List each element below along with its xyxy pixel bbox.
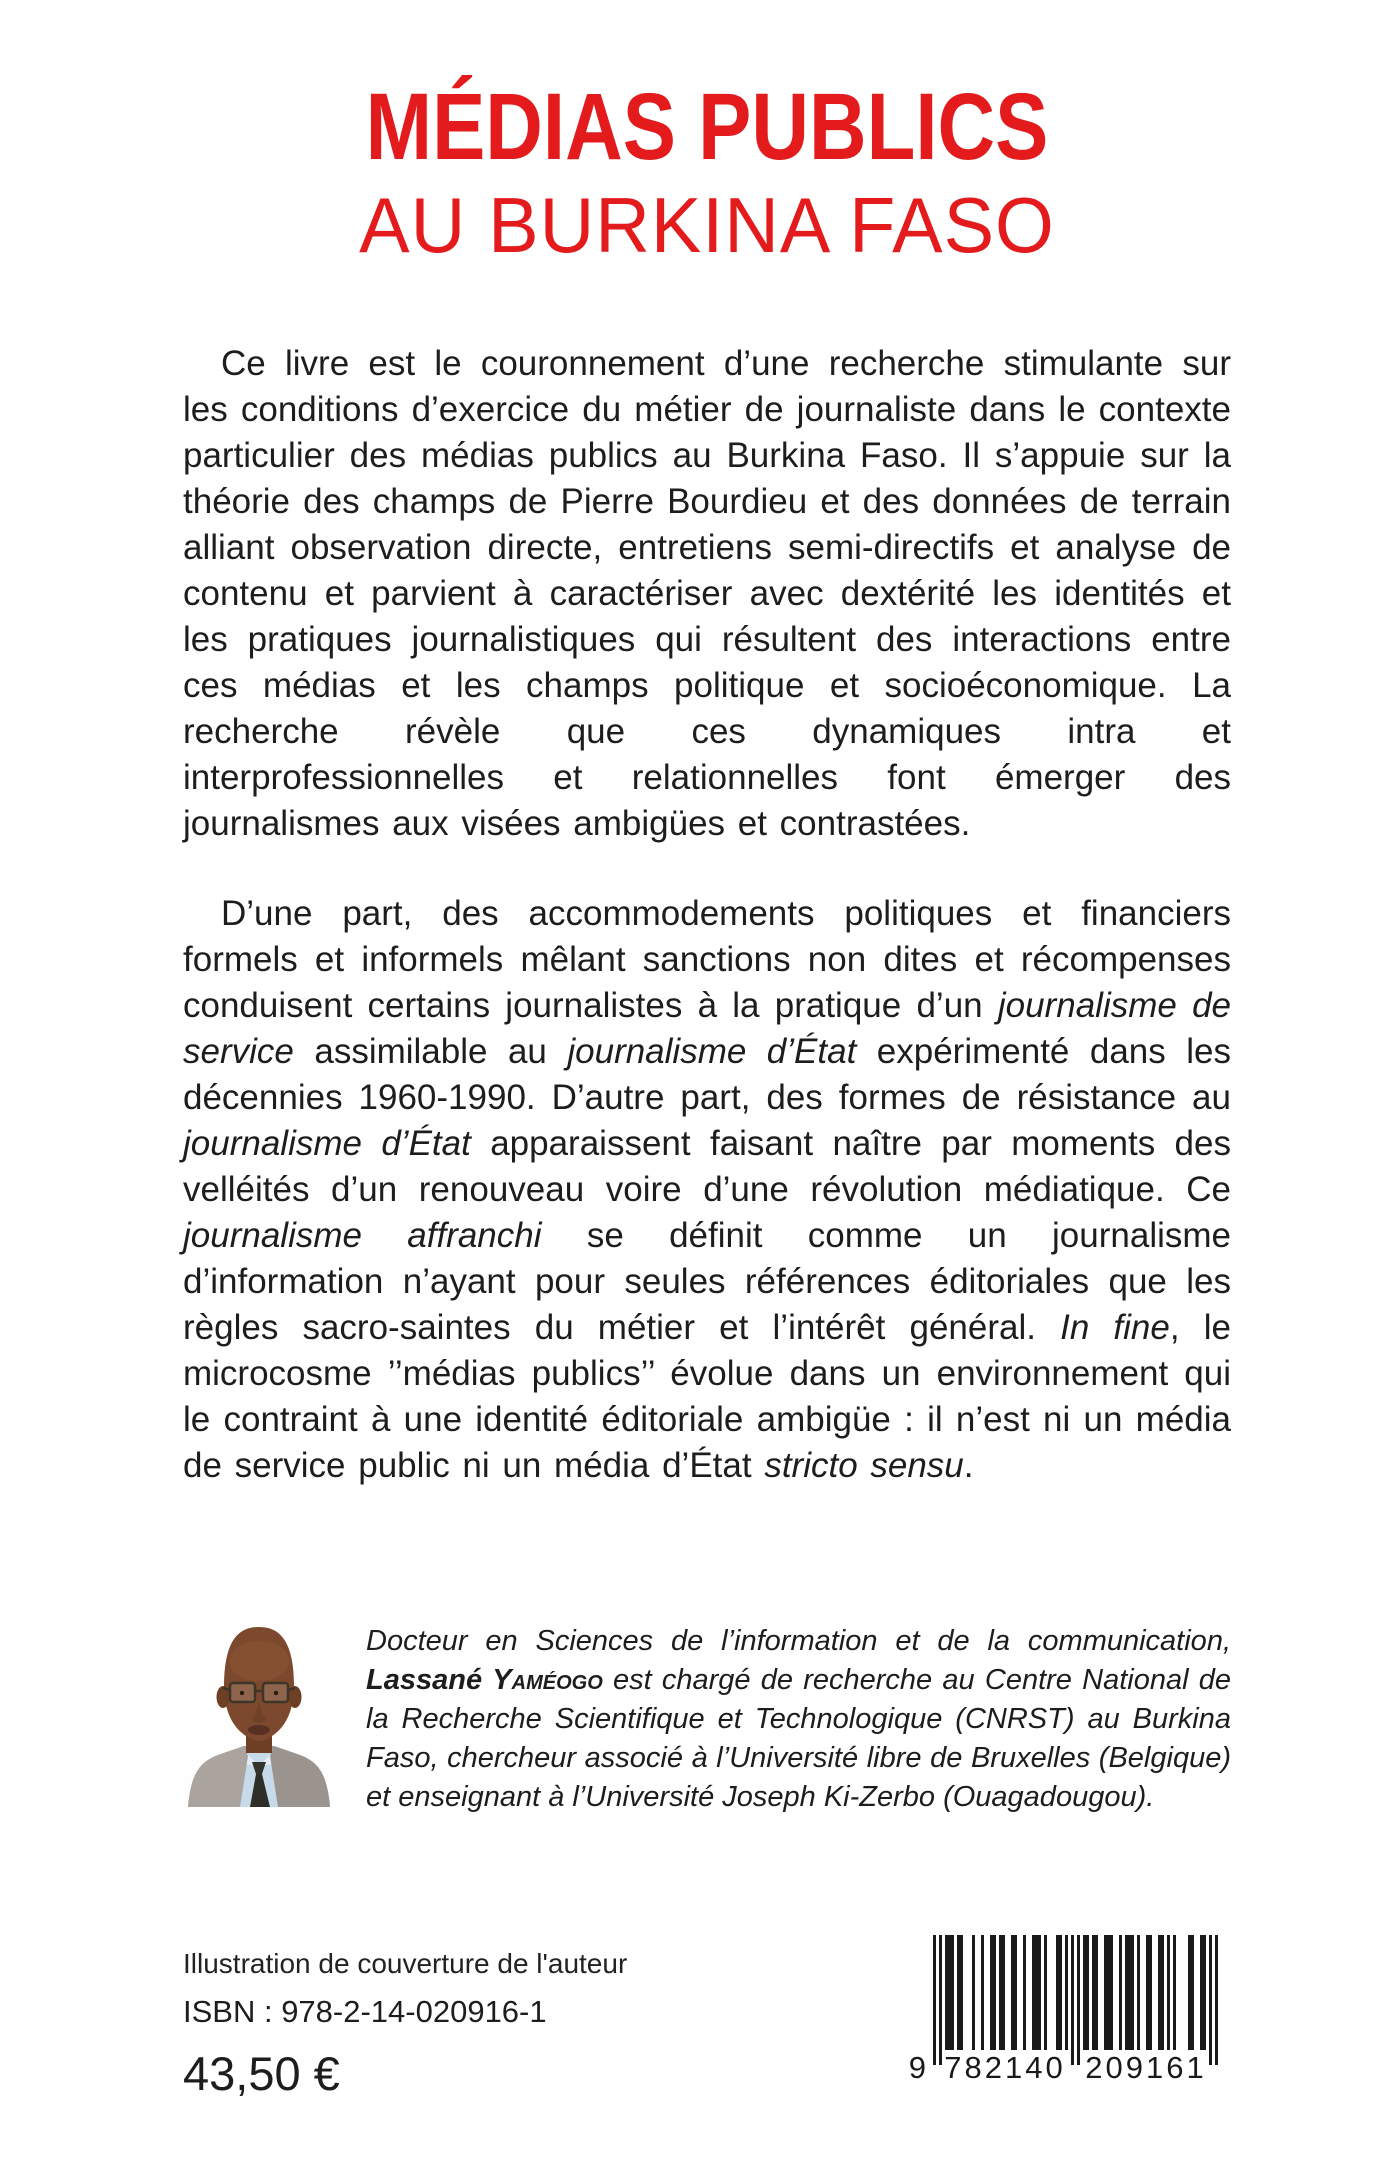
barcode-digit-first: 9 — [908, 2050, 929, 2083]
text-segment: assimilable au — [293, 1032, 568, 1071]
barcode-bar — [945, 1935, 954, 2050]
barcode-bar — [1158, 1935, 1164, 2050]
barcode-bar — [1188, 1935, 1194, 2050]
author-photo — [184, 1613, 334, 1807]
barcode-bar — [1173, 1935, 1176, 2050]
barcode-bar — [1011, 1935, 1017, 2050]
barcode-bar — [990, 1935, 996, 2050]
text-segment: D’une part, des accommodements politiques et financiers formels et informels mêlant sanctions non dites et récompenses conduisent certains journalistes à la pratique d’un — [183, 894, 1231, 1025]
barcode-bar — [1119, 1935, 1122, 2050]
barcode-bar — [1083, 1935, 1089, 2050]
synopsis-paragraph-2 — [183, 891, 1231, 1489]
barcode-bar — [1215, 1935, 1218, 2065]
barcode-bar — [1056, 1935, 1062, 2050]
author-last-name: Yaméogo — [492, 1664, 603, 1696]
barcode-bar — [933, 1935, 936, 2065]
barcode-bar — [1071, 1935, 1074, 2065]
forehead-highlight — [229, 1641, 289, 1681]
synopsis-paragraph-1: Ce livre est le couronnement d’une recherche stimulante sur les conditions d’exercice du métier de journaliste dans le contexte particulier des médias publics au Burkina Faso. Il s’appuie sur la théorie des champs de Pierre Bourdieu et des données de terrain alliant observation directe, entretiens semi-directifs et analyse de contenu et parvient à caractériser avec dextérité les identités et les pratiques journalistiques qui résultent des interactions entre ces médias et les champs politique et socioéconomique. La recherche révèle que ces dynamiques intra et interprofessionnelles et relationnelles font émerger des journalismes aux visées ambigües et contrastées. — [183, 344, 1231, 843]
cover-illustration-credit: Illustration de couverture de l'auteur — [183, 1948, 628, 1979]
eye-right — [274, 1691, 278, 1695]
barcode-bar — [1200, 1935, 1206, 2050]
price: 43,50 € — [183, 2047, 340, 2100]
eye-left — [240, 1691, 244, 1695]
barcode-bar — [972, 1935, 975, 2050]
barcode — [900, 1935, 1230, 2083]
italic-term-in-fine: In fine — [1060, 1308, 1170, 1347]
author-portrait-illustration — [184, 1613, 334, 1807]
barcode-bar — [999, 1935, 1005, 2050]
lips — [248, 1725, 270, 1735]
barcode-bar — [1137, 1935, 1140, 2050]
ean13-barcode — [900, 1935, 1230, 2083]
barcode-bar — [1092, 1935, 1098, 2050]
barcode-bar — [1023, 1935, 1026, 2050]
barcode-bar — [1209, 1935, 1212, 2065]
italic-term-stricto-sensu: stricto sensu — [764, 1446, 964, 1485]
text-segment: , le microcosme ’’médias publics’’ évolue dans un environnement qui le contraint à une identité éditoriale ambigüe : il n’est ni un média de service public ni un média d’État — [183, 1308, 1231, 1485]
text-segment: se définit comme un journalisme d’information n’ayant pour seules références éditoriales que les règles sacro-saintes du métier et l’intérêt général. — [183, 1216, 1231, 1347]
author-first-name: Lassané — [366, 1664, 493, 1696]
barcode-bar — [1146, 1935, 1152, 2050]
isbn-number: ISBN : 978-2-14-020916-1 — [183, 1994, 547, 2029]
italic-term-journalisme-de-service: journalisme de service — [183, 986, 1232, 1071]
barcode-bar — [1167, 1935, 1170, 2050]
barcode-bar — [1077, 1935, 1080, 2065]
barcode-digits-left: 782140 — [944, 2050, 1066, 2083]
author-bio — [366, 1622, 1231, 1817]
book-title-line1: MÉDIAS PUBLICS — [365, 74, 1049, 180]
barcode-digits-right: 209161 — [1085, 2050, 1207, 2083]
barcode-bar — [1104, 1935, 1113, 2050]
barcode-bar — [1065, 1935, 1068, 2050]
barcode-bar — [1044, 1935, 1047, 2050]
bio-segment: est chargé de recherche au Centre National de la Recherche Scientifique et Technologique (CNRST) au Burkina Faso, chercheur associé à l’Université libre de Bruxelles (Belgique) et enseignant à l’Université Joseph Ki-Zerbo (Ouagadougou). — [366, 1664, 1231, 1813]
barcode-bar — [1032, 1935, 1041, 2050]
bio-segment: Docteur en Sciences de l’information et de la communication, — [366, 1625, 1231, 1657]
barcode-bar — [981, 1935, 984, 2050]
text-segment: . — [963, 1446, 974, 1485]
text-segment: expérimenté dans les décennies 1960-1990. D’autre part, des formes de résistance au — [183, 1032, 1231, 1117]
book-title-line2: AU BURKINA FASO — [359, 181, 1055, 269]
barcode-bar — [1125, 1935, 1134, 2050]
italic-term-journalisme-d-etat: journalisme d’État — [567, 1032, 857, 1071]
italic-term-journalisme-affranchi: journalisme affranchi — [183, 1216, 542, 1255]
italic-term-journalisme-d-etat-2: journalisme d’État — [183, 1124, 471, 1163]
barcode-bar — [939, 1935, 942, 2065]
text-segment: apparaissent faisant naître par moments des velléités d’un renouveau voire d’une révolution médiatique. Ce — [183, 1124, 1231, 1209]
barcode-bar — [957, 1935, 963, 2050]
